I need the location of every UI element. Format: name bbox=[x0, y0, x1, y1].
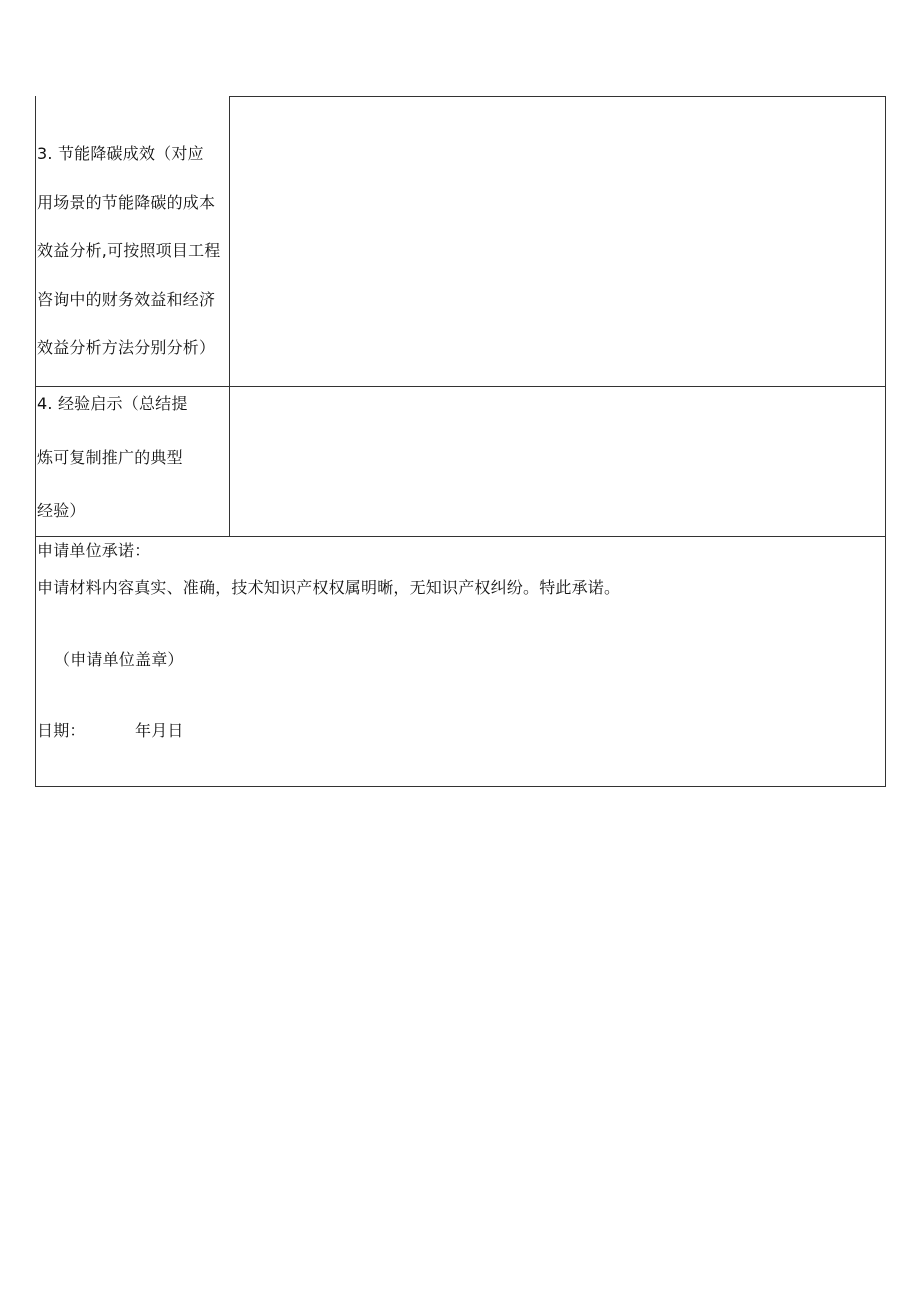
experience-label-line-2: 炼可复制推广的典型 bbox=[37, 448, 183, 467]
energy-saving-results-value-cell[interactable] bbox=[229, 96, 886, 387]
commitment-heading: 申请单位承诺： bbox=[37, 541, 151, 560]
energy-saving-label-line-1: 3. 节能降碳成效（对应 bbox=[37, 144, 204, 163]
experience-label-line-1: 4. 经验启示（总结提 bbox=[37, 394, 188, 413]
energy-saving-label-line-5: 效益分析方法分别分析） bbox=[37, 338, 216, 357]
experience-label-line-3: 经验） bbox=[37, 501, 86, 520]
date-value[interactable]: 年月日 bbox=[135, 721, 184, 740]
energy-saving-label-line-4: 咨询中的财务效益和经济 bbox=[37, 290, 216, 309]
commitment-statement: 申请材料内容真实、准确，技术知识产权权属明晰，无知识产权纠纷。特此承诺。 bbox=[37, 578, 621, 597]
energy-saving-label-line-3: 效益分析,可按照项目工程 bbox=[37, 241, 221, 260]
seal-note: （申请单位盖章） bbox=[54, 650, 184, 669]
date-label: 日期： bbox=[37, 721, 86, 740]
experience-value-cell[interactable] bbox=[229, 386, 886, 537]
table-left-border bbox=[35, 96, 36, 387]
energy-saving-label-line-2: 用场景的节能降碳的成本 bbox=[37, 193, 216, 212]
